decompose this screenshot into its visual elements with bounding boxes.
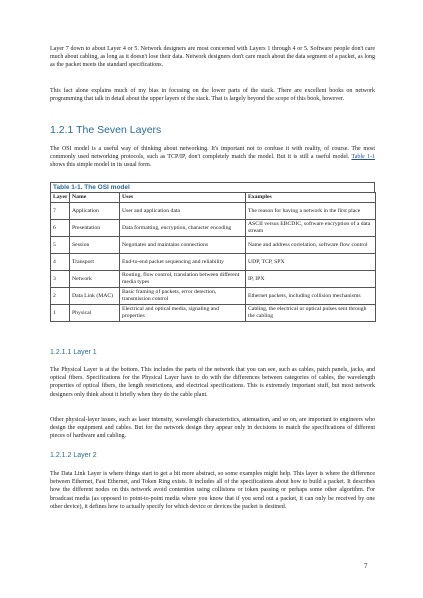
cell-uses: User and application data bbox=[120, 203, 246, 220]
cell-examples: Name and address correlation, software flow control bbox=[246, 237, 376, 254]
cell-name: Network bbox=[70, 271, 120, 288]
cell-layer: 6 bbox=[51, 220, 70, 237]
cell-examples: ASCII versus EBCDIC, software encryption of a data stream bbox=[246, 220, 376, 237]
table-row bbox=[51, 305, 376, 322]
header-examples: Examples bbox=[246, 193, 376, 203]
table-row bbox=[51, 288, 376, 305]
header-uses: Uses bbox=[120, 193, 246, 203]
cell-uses: Negotiates and maintains connections bbox=[120, 237, 246, 254]
cell-examples: Ethernet packets, including collision mechanisms bbox=[246, 288, 376, 305]
cell-uses: Basic framing of packets, error detection, transmission control bbox=[120, 288, 246, 305]
cell-layer: 7 bbox=[51, 203, 70, 220]
cell-name: Session bbox=[70, 237, 120, 254]
section-paragraph bbox=[50, 145, 375, 170]
layer-2-heading: 1.2.1.2 Layer 2 bbox=[50, 452, 97, 459]
layer-1-paragraph-2: Other physical-layer issues, such as laser intensity, wavelength characteristics, attenuation, and so on, are important to engineers who design the equipment and cables. But for the network design they appear only in decisions to match the specifications of different pieces of hardware and cabling. bbox=[50, 417, 375, 440]
osi-table bbox=[50, 192, 376, 322]
cell-name: Data Link (MAC) bbox=[70, 288, 120, 305]
header-name: Name bbox=[70, 193, 120, 203]
cell-name: Application bbox=[70, 203, 120, 220]
cell-examples: Cabling, the electrical or optical pulses sent through the cabling bbox=[246, 305, 376, 322]
intro-paragraph-2: This fact alone explains much of my bias in focusing on the lower parts of the stack. There are excellent books on network programming that talk in detail about the upper layers of the stack. That is largely beyond the scope of this book, however. bbox=[50, 88, 375, 103]
cell-examples: The reason for having a network in the first place bbox=[246, 203, 376, 220]
table-header-row bbox=[51, 193, 376, 203]
table-row bbox=[51, 203, 376, 220]
layer-1-heading: 1.2.1.1 Layer 1 bbox=[50, 349, 97, 356]
table-row bbox=[51, 271, 376, 288]
cell-uses: Data formatting, encryption, character encoding bbox=[120, 220, 246, 237]
section-text-after-link: shows this simple model in its usual form. bbox=[50, 162, 152, 169]
cell-layer: 2 bbox=[51, 288, 70, 305]
section-heading: 1.2.1 The Seven Layers bbox=[50, 124, 162, 136]
layer-1-paragraph-1: The Physical Layer is at the bottom. This includes the parts of the network that you can see, such as cables, patch panels, jacks, and optical fibers. Specifications for the Physical Layer have to do with the differences between categories of cables, the wavelength properties of optical fibers, the length restrictions, and electrical specifications. This is extremely important stuff, but most network designers only think about it briefly when they do the cable plant. bbox=[50, 367, 375, 398]
intro-paragraph-1: Layer 7 down to about Layer 4 or 5. Network designers are most concerned with Layers 1 through 4 or 5. Software people don't care much about cabling, as long as it doesn't lose their data. Network designers don't care much about the data segment of a packet, as long as the packet meets the standard specifications. bbox=[50, 46, 375, 69]
page-number: 7 bbox=[364, 562, 368, 570]
osi-model-table bbox=[50, 182, 375, 322]
cell-layer: 4 bbox=[51, 254, 70, 271]
cell-uses: End-to-end packet sequencing and reliability bbox=[120, 254, 246, 271]
section-text-before-link: The OSI model is a useful way of thinking about networking. It's important not to confuse it with reality, of course. The most commonly used networking protocols, such as TCP/IP, don't completely match the model. But it is still a useful model. bbox=[50, 146, 375, 161]
cell-layer: 3 bbox=[51, 271, 70, 288]
table-row bbox=[51, 220, 376, 237]
cell-uses: Electrical and optical media, signaling and properties bbox=[120, 305, 246, 322]
layer-2-paragraph: The Data Link Layer is where things start to get a bit more abstract, so some examples might help. This layer is where the difference between Ethernet, Fast Ethernet, and Token Ring exists. It includes all of the specifications about how to build a packet. It describes how the different nodes on this network avoid contention using collisions or token passing or perhaps some other algorithm. For broadcast media (as opposed to point-to-point media where you know that if you send out a packet, it can only be received by one other device), it defines how to actually specify for which device or devices the packet is destined. bbox=[50, 471, 375, 510]
header-layer: Layer bbox=[51, 193, 70, 203]
table-row bbox=[51, 254, 376, 271]
cell-name: Transport bbox=[70, 254, 120, 271]
cell-name: Presentation bbox=[70, 220, 120, 237]
cell-examples: IP, IPX bbox=[246, 271, 376, 288]
cell-layer: 5 bbox=[51, 237, 70, 254]
table-caption: Table 1-1. The OSI model bbox=[50, 182, 375, 192]
table-row bbox=[51, 237, 376, 254]
cell-layer: 1 bbox=[51, 305, 70, 322]
cell-uses: Routing, flow control, translation between different media types bbox=[120, 271, 246, 288]
table-1-1-link[interactable]: Table 1-1 bbox=[351, 154, 375, 161]
cell-name: Physical bbox=[70, 305, 120, 322]
cell-examples: UDP, TCP, SPX bbox=[246, 254, 376, 271]
